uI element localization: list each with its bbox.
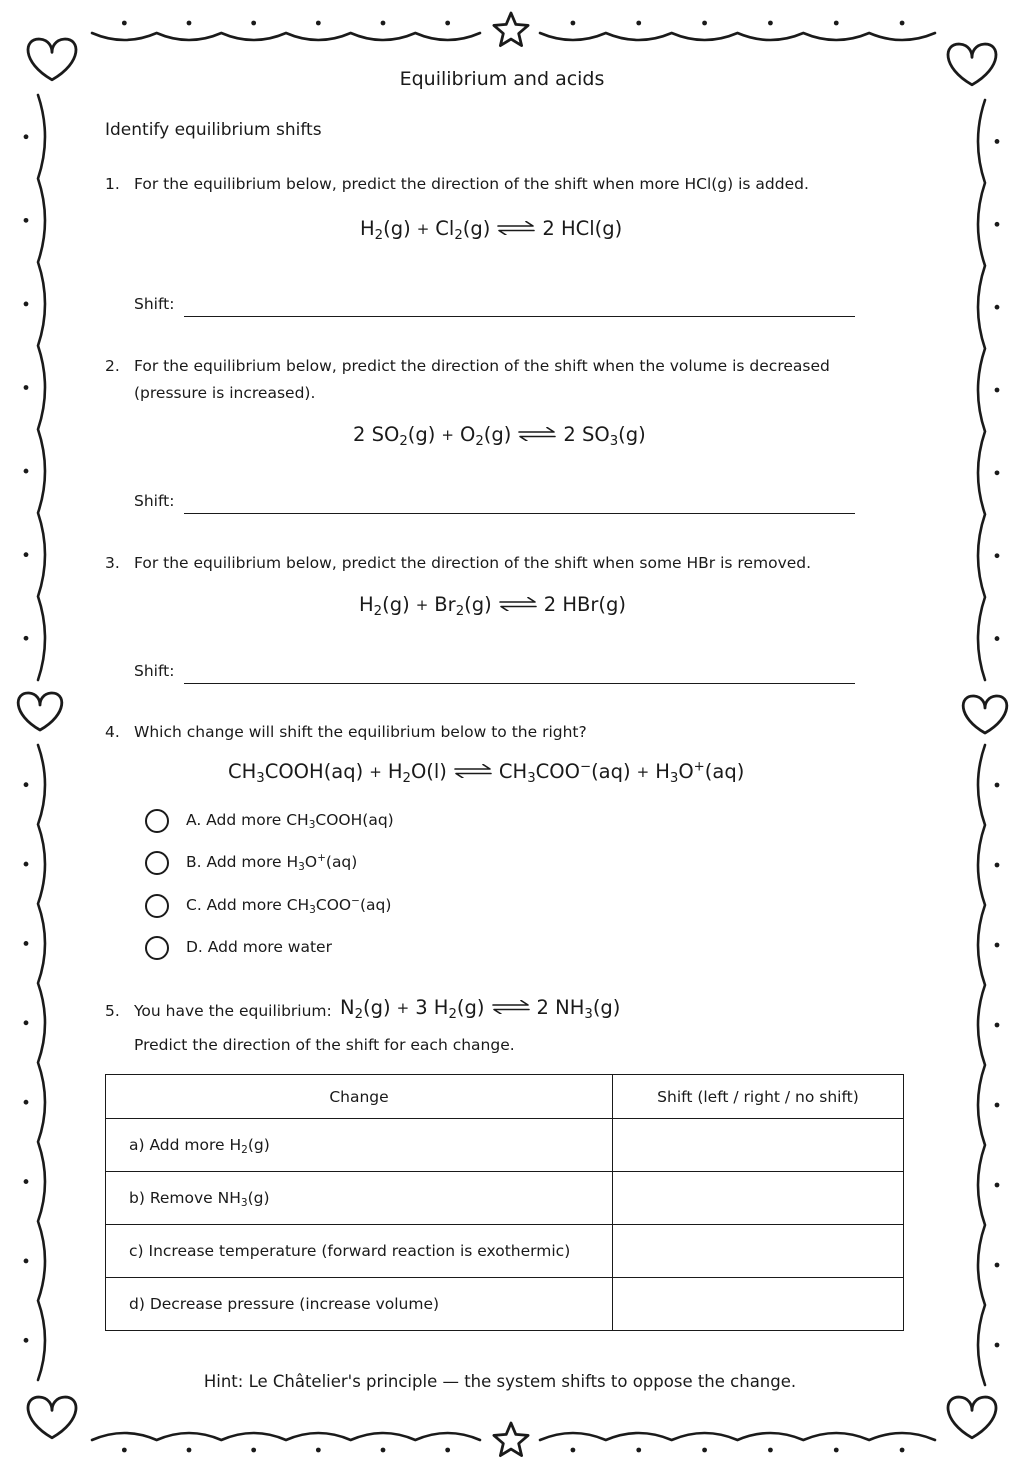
radio-bubble[interactable] — [145, 851, 169, 875]
answer-cell[interactable] — [613, 1172, 904, 1225]
radio-bubble[interactable] — [145, 809, 169, 833]
change-cell: c) Increase temperature (forward reaction is exothermic) — [106, 1225, 613, 1278]
option-label: A. Add more $CH_3COOH(aq)$ — [186, 811, 394, 832]
question-text: Which change will shift the equilibrium below to the right? — [134, 723, 587, 741]
question-text: You have the equilibrium: — [134, 1002, 332, 1020]
question-number: 4. — [105, 723, 120, 741]
hint-text: Hint: Le Châtelier's principle — the system shifts to oppose the change. — [203, 1372, 797, 1391]
question-3 — [105, 550, 865, 578]
question-5-subtext: Predict the direction of the shift for each change. — [134, 1036, 515, 1054]
table-row — [106, 1119, 904, 1172]
heart-icon — [963, 696, 1007, 733]
equation-1: $H_2(g) + Cl_2(g)$ 2 HCl(g) — [360, 217, 623, 243]
answer-line-2[interactable] — [184, 513, 855, 514]
shift-table — [105, 1074, 904, 1331]
question-5 — [105, 998, 335, 1026]
question-number: 5. — [105, 1002, 120, 1020]
table-row — [106, 1225, 904, 1278]
option-label: B. Add more $H_3O^+(aq)$ — [186, 852, 358, 874]
page-title: Equilibrium and acids — [399, 68, 605, 90]
question-1 — [105, 171, 865, 199]
table-row — [106, 1278, 904, 1331]
question-2 — [105, 353, 865, 409]
equilibrium-arrow-icon — [454, 764, 492, 778]
option-label: C. Add more $CH_3COO^-(aq)$ — [186, 895, 392, 917]
question-number: 3. — [105, 554, 120, 572]
star-icon — [494, 1423, 528, 1456]
answer-line-1[interactable] — [184, 316, 855, 317]
radio-bubble[interactable] — [145, 894, 169, 918]
section-heading: Identify equilibrium shifts — [105, 120, 322, 140]
equilibrium-arrow-icon — [499, 597, 537, 611]
equation-5: $N_2(g) + 3$ $H_2(g)$ 2 $NH_3(g)$ — [340, 996, 621, 1022]
answer-cell[interactable] — [613, 1119, 904, 1172]
option-label: D. Add more water — [186, 938, 332, 956]
equation-2: 2 $SO_2(g) + O_2(g)$ 2 $SO_3(g)$ — [353, 423, 646, 449]
equation-4: $CH_3COOH(aq) + H_2O(l) CH_3COO^-(aq) + H_3O^+(aq)$ — [228, 759, 745, 786]
answer-cell[interactable] — [613, 1278, 904, 1331]
radio-bubble[interactable] — [145, 936, 169, 960]
heart-icon — [948, 1397, 996, 1438]
table-header-row — [106, 1075, 904, 1119]
heart-icon — [28, 1397, 76, 1438]
equilibrium-arrow-icon — [492, 1000, 530, 1014]
heart-icon — [18, 693, 62, 730]
question-text: For the equilibrium below, predict the direction of the shift when the volume is decreased (pressure is increased). — [134, 357, 830, 402]
answer-cell[interactable] — [613, 1225, 904, 1278]
shift-label: Shift: — [134, 492, 175, 510]
question-text: For the equilibrium below, predict the direction of the shift when more HCl(g) is added. — [134, 175, 809, 193]
question-number: 2. — [105, 357, 120, 375]
shift-label: Shift: — [134, 662, 175, 680]
shift-label: Shift: — [134, 295, 175, 313]
equilibrium-arrow-icon — [497, 221, 535, 235]
question-number: 1. — [105, 175, 120, 193]
change-cell: a) Add more $H_2(g)$ — [106, 1119, 613, 1172]
change-cell: d) Decrease pressure (increase volume) — [106, 1278, 613, 1331]
question-text: For the equilibrium below, predict the direction of the shift when some HBr is removed. — [134, 554, 812, 572]
equation-3: $H_2(g) + Br_2(g)$ 2 HBr(g) — [359, 593, 626, 619]
question-4 — [105, 719, 865, 747]
star-icon — [494, 13, 528, 46]
change-cell: b) Remove $NH_3(g)$ — [106, 1172, 613, 1225]
table-row — [106, 1172, 904, 1225]
answer-line-3[interactable] — [184, 683, 855, 684]
table-header-shift: Shift (left / right / no shift) — [613, 1075, 904, 1119]
table-header-change: Change — [106, 1075, 613, 1119]
equilibrium-arrow-icon — [518, 427, 556, 441]
